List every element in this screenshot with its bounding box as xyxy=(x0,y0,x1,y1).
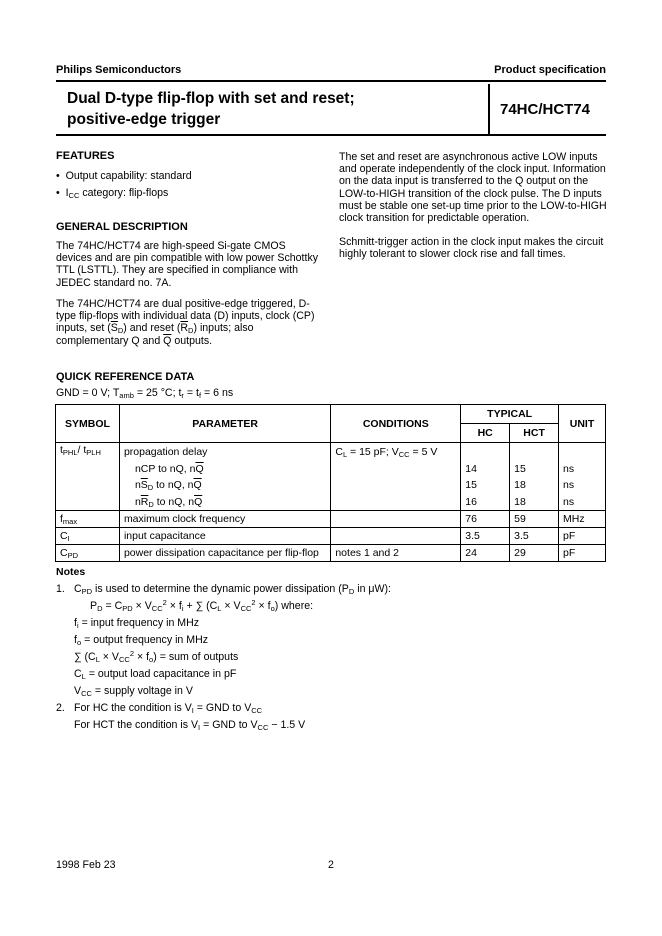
note-1-text: $C_{PD}$ is used to determine the dynamic power dissipation ($P_D$ in μW): xyxy=(74,583,391,596)
title-divider xyxy=(488,84,490,134)
description-paragraph-schmitt: Schmitt-trigger action in the clock input makes the circuit highly tolerant to slower clock rise and fall times. xyxy=(339,236,604,261)
header-parameter: PARAMETER xyxy=(119,405,330,443)
table-row xyxy=(56,511,606,528)
general-description-heading: GENERAL DESCRIPTION xyxy=(56,221,188,233)
unit-cell: MHz xyxy=(559,511,606,528)
document-type: Product specification xyxy=(494,64,606,76)
footer-date: 1998 Feb 23 xyxy=(56,859,116,871)
where-vcc: $V_{CC}$ = supply voltage in V xyxy=(74,685,193,698)
table-row xyxy=(56,528,606,545)
document-title xyxy=(67,88,355,130)
hc-cell: 14 15 16 xyxy=(461,443,510,511)
quick-reference-heading: QUICK REFERENCE DATA xyxy=(56,371,195,383)
header-typical: TYPICAL xyxy=(461,405,559,424)
parameter-cell: power dissipation capacitance per flip-flop xyxy=(119,545,330,562)
formula-power: $P_D = C_{PD} \times V_{CC}^2 \times f_i$ + ∑ $(C_L \times V_{CC}^2 \times f_o)$ where: xyxy=(90,598,314,613)
symbol-cell: $t_{PHL}/$ $t_{PLH}$ xyxy=(56,443,120,511)
page-number: 2 xyxy=(328,859,334,871)
where-fi: $f_i$ = input frequency in MHz xyxy=(74,617,200,630)
description-paragraph-async: The set and reset are asynchronous active LOW inputs and operate independently of the clock input. Information on the data input is transferred to the Q output on the LOW-to-HIGH transition of the clock pulse. The D inputs must be stable one set-up time prior to the LOW-to-HIGH clock transition for predictable operation. xyxy=(339,151,607,225)
symbol-cell: $f_{max}$ xyxy=(56,511,120,528)
hct-cell: 3.5 xyxy=(510,528,559,545)
table-row xyxy=(56,443,606,511)
hc-cell: 24 xyxy=(461,545,510,562)
table-row xyxy=(56,545,606,562)
where-sum: ∑ $(C_L \times V_{CC}^2 \times f_o)$ = sum of outputs xyxy=(74,649,239,664)
parameter-cell: propagation delay nCP to nQ, $n\overline{Q}$ $n\overline{S}_D$ to nQ, $n\overline{Q}$ $n\overline{R}_D$ to nQ, $n\overline{Q}$ xyxy=(119,443,330,511)
conditions-cell: notes 1 and 2 xyxy=(331,545,461,562)
title-rule xyxy=(56,134,606,136)
general-description-paragraph: The 74HC/HCT74 are high-speed Si-gate CMOS devices and are pin compatible with low power Schottky TTL (LSTTL). They are specified in compliance with JEDEC standard no. 7A. xyxy=(56,240,319,289)
symbol-cell: $C_I$ xyxy=(56,528,120,545)
where-fo: $f_o$ = output frequency in MHz xyxy=(74,634,209,647)
general-description-paragraph: The 74HC/HCT74 are dual positive-edge triggered, D-type flip-flops with individual data (D) inputs, clock (CP) inputs, set $(\overline{S}_D)$ and reset $(\overline{R}_D)$ inputs; also complementary Q and $\overline{Q}$ outputs. xyxy=(56,298,315,347)
hc-cell: 76 xyxy=(461,511,510,528)
feature-item: • Output capability: standard xyxy=(56,170,192,182)
header-hct: HCT xyxy=(510,424,559,443)
company-name: Philips Semiconductors xyxy=(56,64,182,76)
unit-cell: pF xyxy=(559,528,606,545)
hct-cell: 29 xyxy=(510,545,559,562)
unit-cell: pF xyxy=(559,545,606,562)
unit-cell: ns ns ns xyxy=(559,443,606,511)
conditions-cell xyxy=(331,511,461,528)
note-number: 2. xyxy=(56,702,65,714)
note-2-hc: For HC the condition is $V_I$ = GND to $V_{CC}$ xyxy=(74,702,263,715)
parameter-cell: maximum clock frequency xyxy=(119,511,330,528)
hct-cell: 59 xyxy=(510,511,559,528)
quick-reference-table xyxy=(55,404,606,562)
features-heading: FEATURES xyxy=(56,150,115,162)
header-hc: HC xyxy=(461,424,510,443)
conditions-cell xyxy=(331,528,461,545)
note-2-hct: For HCT the condition is $V_I$ = GND to $V_{CC} - 1.5$ V xyxy=(74,719,306,732)
hct-cell: 15 18 18 xyxy=(510,443,559,511)
notes-heading: Notes xyxy=(56,566,86,578)
header-symbol: SYMBOL xyxy=(56,405,120,443)
parameter-cell: input capacitance xyxy=(119,528,330,545)
hc-cell: 3.5 xyxy=(461,528,510,545)
title-line-1: Dual D-type flip-flop with set and reset; xyxy=(67,90,355,107)
feature-item: • $I_{CC}$ category: flip-flops xyxy=(56,187,169,200)
note-number: 1. xyxy=(56,583,65,595)
header-rule xyxy=(56,80,606,82)
header-conditions: CONDITIONS xyxy=(331,405,461,443)
header-unit: UNIT xyxy=(559,405,606,443)
quick-reference-conditions: GND = 0 V; $T_{amb} = 25$ °C; $t_r = t_f = 6$ ns xyxy=(56,387,234,400)
where-cl: $C_L$ = output load capacitance in pF xyxy=(74,668,237,681)
title-line-2: positive-edge trigger xyxy=(67,111,221,128)
conditions-cell: $C_L = 15$ pF; $V_{CC} = 5$ V xyxy=(331,443,461,511)
part-number: 74HC/HCT74 xyxy=(500,101,591,118)
symbol-cell: $C_{PD}$ xyxy=(56,545,120,562)
